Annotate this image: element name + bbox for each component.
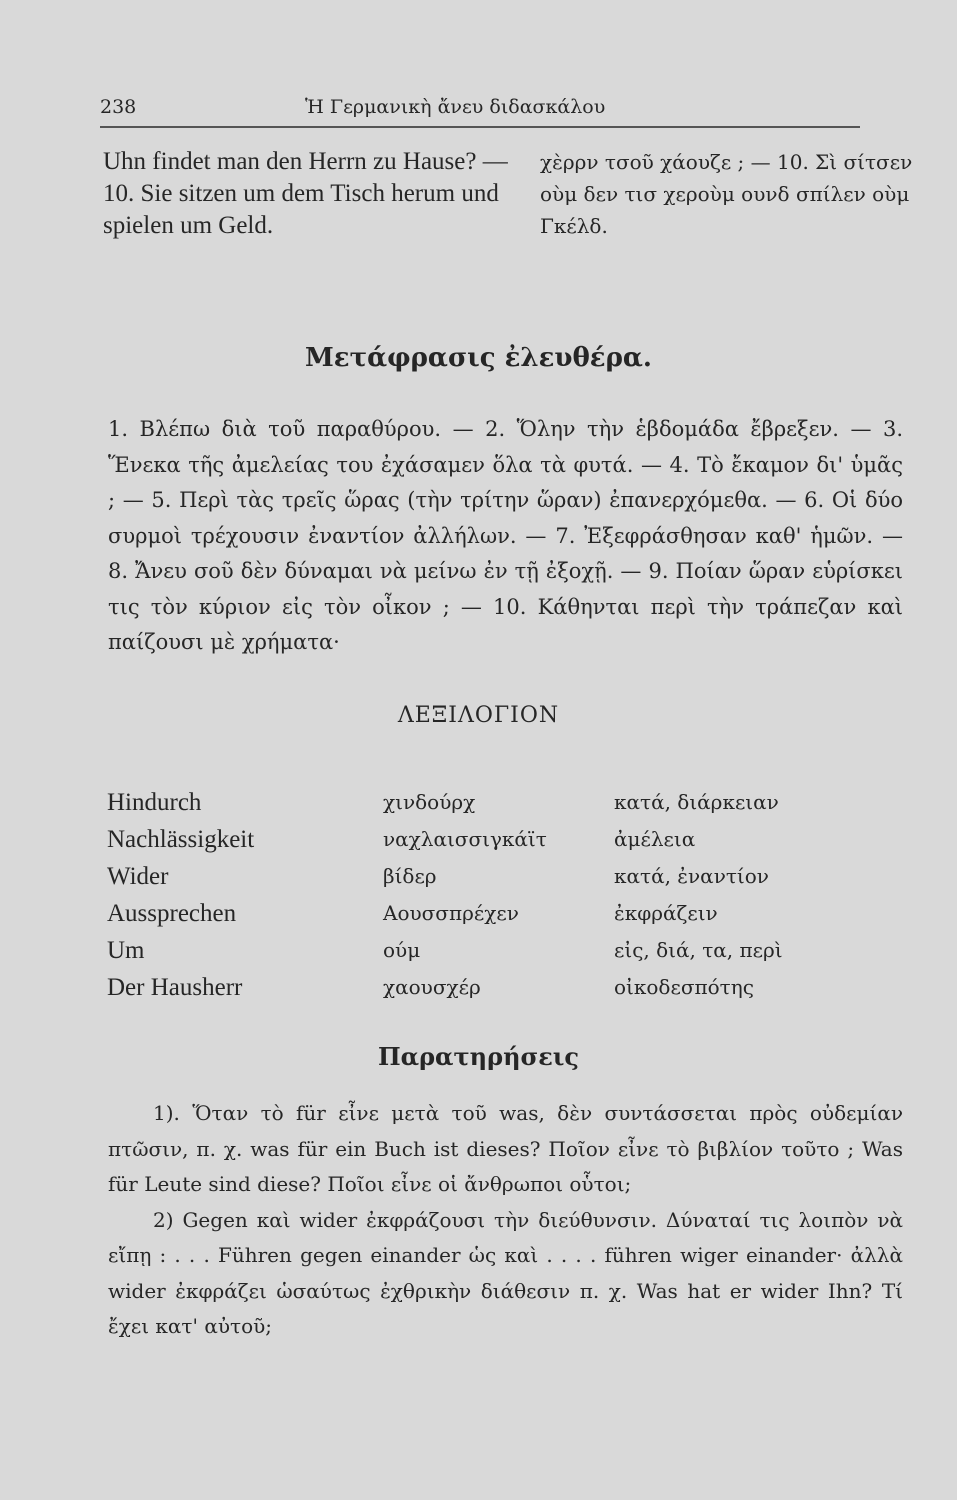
intro-german-column: Uhn findet man den Herrn zu Hause? — 10. Sie sitzen um dem Tisch herum und spielen um Geld. (103, 148, 508, 239)
notes-section (108, 1096, 903, 1345)
vocab-german-word: Um (107, 937, 145, 964)
header-rule (100, 126, 860, 128)
vocab-german-word: Der Hausherr (107, 974, 243, 1001)
vocab-german-word: Nachlässigkeit (107, 826, 255, 853)
vocab-german-word: Wider (107, 863, 169, 890)
vocab-greek-meaning: κατά, ἐναντίον (614, 864, 769, 888)
vocab-pronunciation-column (383, 784, 547, 1006)
vocab-pronunciation: χινδούρχ (383, 790, 476, 814)
running-head (100, 96, 900, 126)
vocab-german-word: Aussprechen (107, 900, 237, 927)
note-paragraph: 2) Gegen καὶ wider ἐκφράζουσι τὴν διεύθυνσιν. Δύναταί τις λοιπὸν νὰ εἴπῃ : . . . Führen gegen einander ὡς καὶ . . . . führen wiger einander· ἀλλὰ wider ἐκφράζει ὡσαύτως ἐχθρικὴν διάθεσιν π. χ. Was hat er wider Ihn? Τί ἔχει κατ' αὐτοῦ; (108, 1207, 903, 1338)
vocab-pronunciation: Αουσσπρέχεν (383, 901, 519, 925)
vocab-german-column (107, 784, 254, 1006)
page-number: 238 (100, 96, 137, 118)
vocab-german-word: Hindurch (107, 789, 202, 816)
note-paragraph: 1). Ὅταν τὸ für εἶνε μετὰ τοῦ was, δὲν συντάσσεται πρὸς οὐδεμίαν πτῶσιν, π. χ. was für ein Buch ist dieses? Ποῖον εἶνε τὸ βιβλίον τοῦτο ; Was für Leute sind diese? Ποῖοι εἶνε οἱ ἄνθρωποι οὗτοι; (108, 1101, 903, 1196)
running-title: Ἡ Γερμανικὴ ἄνευ διδασκάλου (305, 96, 606, 118)
vocab-pronunciation: βίδερ (383, 864, 437, 888)
vocab-greek-meaning: εἰς, διά, τα, περὶ (614, 938, 783, 962)
vocab-pronunciation: ναχλαισσιγκάϊτ (383, 827, 547, 851)
notes-heading: Παρατηρήσεις (377, 1042, 580, 1071)
vocab-greek-meaning: οἰκοδεσπότης (614, 975, 754, 999)
vocab-greek-column (614, 784, 783, 1006)
translation-text: 1. Βλέπω διὰ τοῦ παραθύρου. — 2. Ὅλην τὴν ἑβδομάδα ἔβρεξεν. — 3. Ἕνεκα τῆς ἀμελείας του ἐχάσαμεν ὅλα τὰ φυτά. — 4. Τὸ ἔκαμον δι' ὑμᾶς ; — 5. Περὶ τὰς τρεῖς ὥρας (τὴν τρίτην ὥραν) ἐπανερχόμεθα. — 6. Οἱ δύο συρμοὶ τρέχουσιν ἐναντίον ἀλλήλων. — 7. Ἐξεφράσθησαν καθ' ἡμῶν. — 8. Ἄνευ σοῦ δὲν δύναμαι νὰ μείνω ἐν τῇ ἐξοχῇ. — 9. Ποίαν ὥραν εὑρίσκει τις τὸν κύριον εἰς τὸν οἶκον ; — 10. Κάθηνται περὶ τὴν τράπεζαν καὶ παίζουσι μὲ χρήματα· (108, 417, 903, 654)
translation-heading: Μετάφρασις ἐλευθέρα. (305, 343, 652, 373)
vocab-pronunciation: ούμ (383, 938, 421, 962)
vocab-pronunciation: χαουσχέρ (383, 975, 481, 999)
vocab-greek-meaning: ἀμέλεια (614, 827, 696, 851)
vocabulary-heading: ΛΕΞΙΛΟΓΙΟΝ (397, 703, 560, 728)
intro-greek-column: χὲρρν τσοῦ χάουζε ; — 10. Σὶ σίτσεν οὺμ δεν τισ χεροὺμ ουνδ σπίλεν οὺμ Γκέλδ. (540, 150, 913, 238)
vocab-greek-meaning: κατά, διάρκειαν (614, 790, 779, 814)
vocab-greek-meaning: ἐκφράζειν (614, 901, 718, 925)
